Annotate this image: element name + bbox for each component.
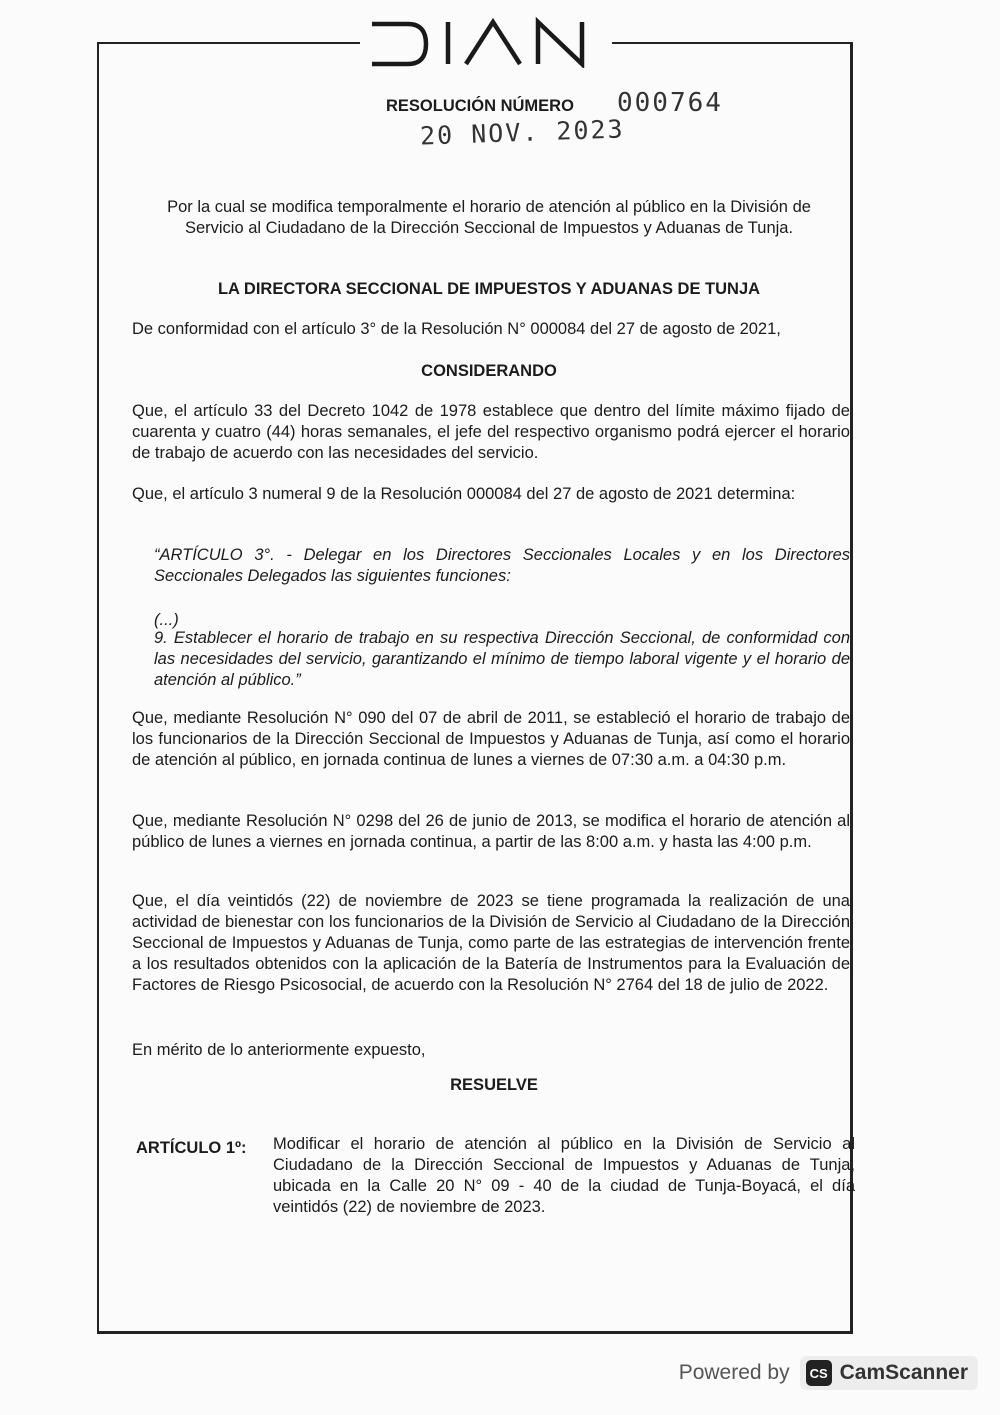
camscanner-badge — [800, 1356, 978, 1390]
subject-line-1: Por la cual se modifica temporalmente el horario de atención al público en la División de — [167, 198, 811, 216]
considerando-paragraph-2: Que, el artículo 3 numeral 9 de la Resolución 000084 del 27 de agosto de 2021 determina: — [132, 485, 796, 503]
camscanner-icon: CS — [806, 1360, 832, 1386]
considerando-paragraph-4: Que, mediante Resolución N° 0298 del 26 de junio de 2013, se modifica el horario de atención al público de lunes a viernes en jornada continua, a partir de las 8:00 a.m. y hasta las 4:00 p.m. — [132, 812, 850, 851]
dian-logo — [368, 10, 604, 68]
considerando-paragraph-6: En mérito de lo anteriormente expuesto, — [132, 1041, 426, 1059]
article-1-text: Modificar el horario de atención al público en la División de Servicio al Ciudadano de la Dirección Seccional de Impuestos y Aduanas de Tunja, ubicada en la Calle 20 N° 09 - 40 de la ciudad de Tunja-Boyacá, el día veintidós (22) de noviembre de 2023. — [273, 1135, 855, 1216]
resolution-label: RESOLUCIÓN NÚMERO — [386, 97, 574, 115]
conformity-paragraph: De conformidad con el artículo 3° de la Resolución N° 000084 del 27 de agosto de 2021, — [132, 320, 781, 338]
considerando-heading: CONSIDERANDO — [421, 362, 557, 380]
quote-item-9: 9. Establecer el horario de trabajo en su respectiva Dirección Seccional, de conformidad con las necesidades del servicio, garantizando el mínimo de tiempo laboral vigente y el horario de atención al público.” — [154, 629, 850, 689]
subject-paragraph — [134, 197, 844, 239]
powered-by-label: Powered by — [678, 1361, 790, 1384]
considerando-paragraph-3: Que, mediante Resolución N° 090 del 07 de abril de 2011, se estableció el horario de trabajo de los funcionarios de la Dirección Seccional de Impuestos y Aduanas de Tunja, así como el horario de atención al público, en jornada continua de lunes a viernes de 07:30 a.m. a 04:30 p.m. — [132, 709, 850, 769]
authority-title: LA DIRECTORA SECCIONAL DE IMPUESTOS Y ADUANAS DE TUNJA — [217, 280, 761, 298]
resolution-number: 000764 — [617, 88, 723, 118]
camscanner-name: CamScanner — [839, 1361, 968, 1384]
camscanner-watermark — [679, 1356, 978, 1390]
subject-line-2: Servicio al Ciudadano de la Dirección Seccional de Impuestos y Aduanas de Tunja. — [184, 219, 794, 237]
resuelve-heading: RESUELVE — [450, 1076, 538, 1094]
article-1-label: ARTÍCULO 1º: — [136, 1139, 247, 1157]
quote-article-3: “ARTÍCULO 3°. - Delegar en los Directores Seccionales Locales y en los Directores Seccionales Delegados las siguientes funciones: — [154, 546, 850, 585]
quote-ellipsis: (...) — [154, 611, 179, 629]
resolution-date: 20 NOV. 2023 — [419, 114, 626, 151]
considerando-paragraph-1: Que, el artículo 33 del Decreto 1042 de 1978 establece que dentro del límite máximo fijado de cuarenta y cuatro (44) horas semanales, el jefe del respectivo organismo podrá ejercer el horario de trabajo de acuerdo con las necesidades del servicio. — [132, 402, 850, 462]
considerando-paragraph-5: Que, el día veintidós (22) de noviembre de 2023 se tiene programada la realización de una actividad de bienestar con los funcionarios de la División de Servicio al Ciudadano de la Dirección Seccional de Impuestos y Aduanas de Tunja, como parte de las estrategias de intervención frente a los resultados obtenidos con la aplicación de la Batería de Instrumentos para la Evaluación de Factores de Riesgo Psicosocial, de acuerdo con la Resolución N° 2764 del 18 de julio de 2022. — [132, 892, 850, 994]
